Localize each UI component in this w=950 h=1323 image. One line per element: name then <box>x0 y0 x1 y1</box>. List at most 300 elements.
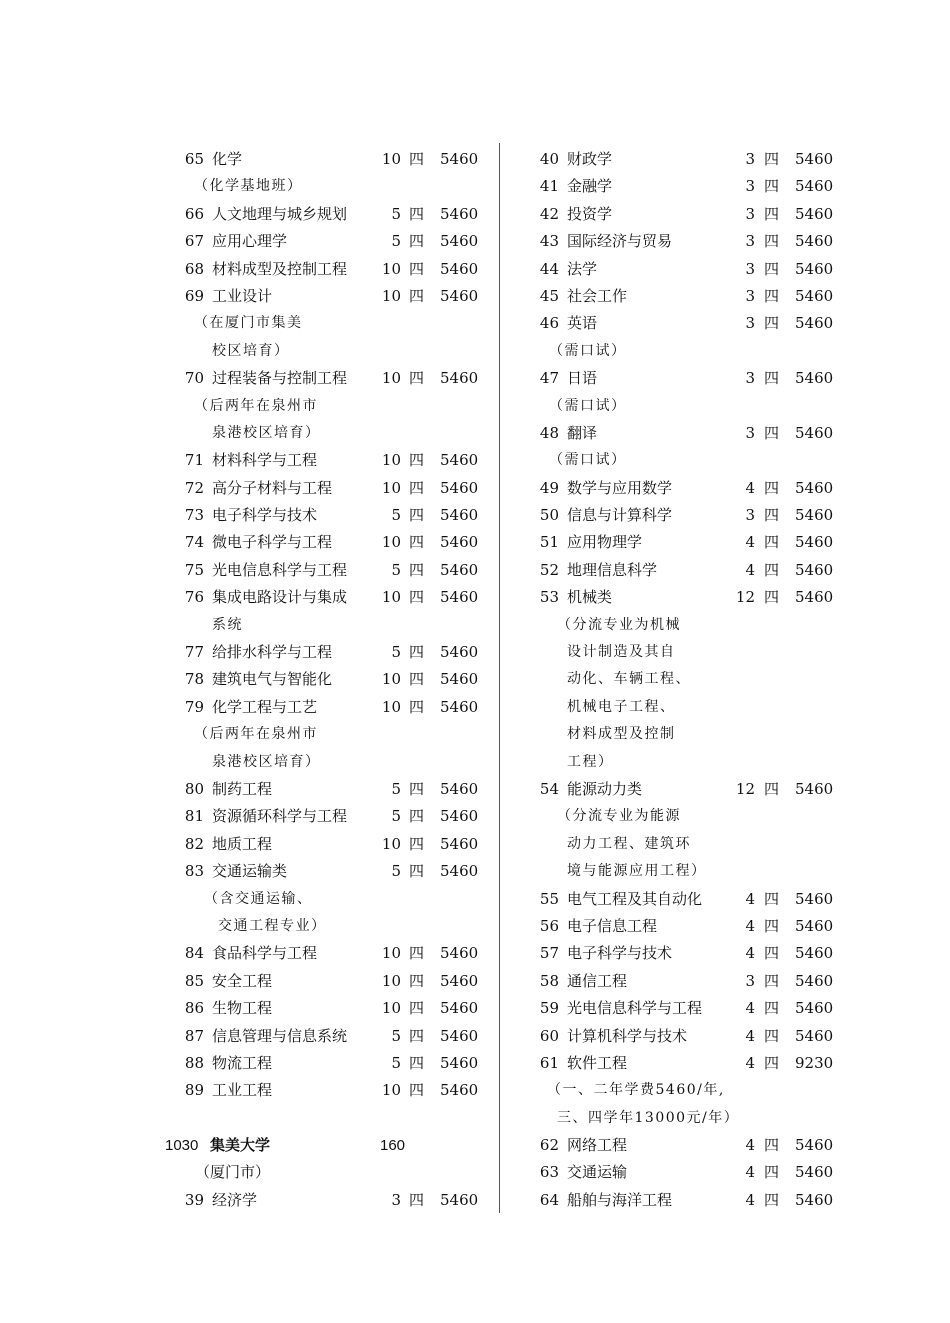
note-row <box>160 173 490 200</box>
duration-years: 四 <box>409 506 425 525</box>
major-name: 信息管理与信息系统 <box>212 1026 348 1045</box>
major-row <box>515 913 845 940</box>
duration-years: 四 <box>764 150 780 168</box>
major-code: 53 <box>539 588 559 607</box>
city-row <box>160 1159 490 1186</box>
major-row <box>515 584 845 611</box>
major-name: 日语 <box>567 369 598 388</box>
tuition-fee: 5460 <box>795 506 834 525</box>
major-name: 翻译 <box>567 423 598 442</box>
major-row <box>515 173 845 200</box>
major-name: 电气工程及其自动化 <box>567 889 703 908</box>
major-note: （分流专业为能源 <box>557 808 681 825</box>
enrollment-count: 10 <box>381 451 401 470</box>
major-name: 财政学 <box>567 150 613 168</box>
enrollment-count: 10 <box>381 478 401 497</box>
major-name: 计算机科学与技术 <box>567 1026 688 1045</box>
tuition-fee: 9230 <box>795 1053 834 1072</box>
note-row <box>515 338 845 365</box>
major-code: 73 <box>184 506 204 525</box>
major-row <box>515 228 845 255</box>
major-name: 过程装备与控制工程 <box>212 369 348 388</box>
major-note: 校区培育） <box>212 342 290 359</box>
tuition-fee: 5460 <box>795 944 834 963</box>
note-row <box>160 393 490 420</box>
duration-years: 四 <box>409 1026 425 1045</box>
major-note: （需口试） <box>549 452 627 469</box>
note-row <box>160 749 490 776</box>
duration-years: 四 <box>764 560 780 579</box>
major-row <box>515 557 845 584</box>
major-row <box>160 584 490 611</box>
major-code: 57 <box>539 944 559 963</box>
major-name: 生物工程 <box>212 999 273 1018</box>
tuition-fee: 5460 <box>795 232 834 251</box>
major-name: 国际经济与贸易 <box>567 232 673 251</box>
major-code: 88 <box>184 1053 204 1072</box>
major-name: 金融学 <box>567 177 613 196</box>
enrollment-count: 5 <box>391 1053 401 1072</box>
major-row <box>160 858 490 885</box>
tuition-fee: 5460 <box>440 259 479 278</box>
enrollment-count: 4 <box>745 560 755 579</box>
duration-years: 四 <box>409 779 425 798</box>
tuition-fee: 5460 <box>795 1163 834 1182</box>
enrollment-count: 10 <box>381 1081 401 1100</box>
tuition-fee: 5460 <box>795 314 834 333</box>
duration-years: 四 <box>409 971 425 990</box>
major-row <box>160 447 490 474</box>
major-code: 80 <box>184 779 204 798</box>
note-row <box>515 447 845 474</box>
uni-row <box>160 1132 490 1159</box>
major-code: 44 <box>539 259 559 278</box>
major-row <box>160 968 490 995</box>
duration-years: 四 <box>409 1053 425 1072</box>
duration-years: 四 <box>764 478 780 497</box>
tuition-fee: 5460 <box>440 150 479 168</box>
enrollment-count: 10 <box>381 150 401 168</box>
duration-years: 四 <box>409 204 425 223</box>
tuition-fee: 5460 <box>795 588 834 607</box>
enrollment-count: 10 <box>381 971 401 990</box>
enrollment-count: 5 <box>391 232 401 251</box>
major-note: 交通工程专业） <box>218 917 327 934</box>
major-row <box>515 1050 845 1077</box>
enrollment-count: 4 <box>745 1053 755 1072</box>
major-row <box>160 228 490 255</box>
major-row <box>160 256 490 283</box>
major-name: 安全工程 <box>212 971 273 990</box>
note-row <box>515 666 845 693</box>
major-row <box>515 968 845 995</box>
enrollment-count: 12 <box>735 779 755 798</box>
major-row <box>160 1050 490 1077</box>
major-name: 电子信息工程 <box>567 916 658 935</box>
major-name: 投资学 <box>567 204 613 223</box>
major-note: （后两年在泉州市 <box>194 397 318 414</box>
major-code: 52 <box>539 560 559 579</box>
duration-years: 四 <box>764 423 780 442</box>
tuition-fee: 5460 <box>440 834 479 853</box>
tuition-fee: 5460 <box>440 779 479 798</box>
duration-years: 四 <box>764 232 780 251</box>
enrollment-count: 4 <box>745 478 755 497</box>
duration-years: 四 <box>409 670 425 689</box>
university-name: 集美大学 <box>210 1136 271 1155</box>
tuition-fee: 5460 <box>440 1190 479 1209</box>
major-code: 86 <box>184 999 204 1018</box>
duration-years: 四 <box>409 286 425 305</box>
note-row <box>160 338 490 365</box>
major-row <box>160 502 490 529</box>
major-row <box>160 1023 490 1050</box>
major-code: 76 <box>184 588 204 607</box>
enrollment-count: 4 <box>745 999 755 1018</box>
major-name: 应用物理学 <box>567 533 643 552</box>
major-row <box>160 146 490 173</box>
major-row <box>515 146 845 173</box>
tuition-fee: 5460 <box>795 204 834 223</box>
major-name: 通信工程 <box>567 971 628 990</box>
major-row <box>515 256 845 283</box>
major-code: 55 <box>539 889 559 908</box>
major-row <box>160 831 490 858</box>
enrollment-count: 4 <box>745 944 755 963</box>
tuition-fee: 5460 <box>440 1026 479 1045</box>
enrollment-count: 4 <box>745 1026 755 1045</box>
note-row <box>515 393 845 420</box>
enrollment-count: 3 <box>745 369 755 388</box>
duration-years: 四 <box>409 944 425 963</box>
enrollment-count: 5 <box>391 862 401 881</box>
major-code: 87 <box>184 1026 204 1045</box>
major-code: 41 <box>539 177 559 196</box>
major-code: 69 <box>184 286 204 305</box>
major-row <box>515 995 845 1022</box>
enrollment-count: 10 <box>381 533 401 552</box>
enrollment-count: 5 <box>391 204 401 223</box>
major-name: 法学 <box>567 259 598 278</box>
note-row <box>515 803 845 830</box>
major-name: 光电信息科学与工程 <box>212 560 348 579</box>
major-code: 72 <box>184 478 204 497</box>
major-row <box>515 1132 845 1159</box>
note-row <box>515 639 845 666</box>
tuition-fee: 5460 <box>795 916 834 935</box>
duration-years: 四 <box>764 369 780 388</box>
enrollment-count: 4 <box>745 533 755 552</box>
enrollment-count: 10 <box>381 259 401 278</box>
tuition-fee: 5460 <box>440 588 479 607</box>
tuition-fee: 5460 <box>795 478 834 497</box>
enrollment-count: 10 <box>381 369 401 388</box>
major-name: 化学工程与工艺 <box>212 697 318 716</box>
major-code: 58 <box>539 971 559 990</box>
major-code: 40 <box>539 150 559 168</box>
enrollment-count: 4 <box>745 1190 755 1209</box>
duration-years: 四 <box>764 971 780 990</box>
major-row <box>515 201 845 228</box>
duration-years: 四 <box>764 779 780 798</box>
major-row <box>515 886 845 913</box>
tuition-fee: 5460 <box>440 971 479 990</box>
tuition-fee: 5460 <box>440 451 479 470</box>
tuition-fee: 5460 <box>440 232 479 251</box>
major-note: （在厦门市集美 <box>194 315 303 332</box>
major-name: 地理信息科学 <box>567 560 658 579</box>
note-row <box>160 913 490 940</box>
tuition-fee: 5460 <box>795 560 834 579</box>
duration-years: 四 <box>764 204 780 223</box>
major-name: 软件工程 <box>567 1053 628 1072</box>
major-row <box>160 557 490 584</box>
major-name: 化学 <box>212 150 243 168</box>
major-name: 社会工作 <box>567 286 628 305</box>
enrollment-count: 3 <box>745 971 755 990</box>
tuition-fee: 5460 <box>795 889 834 908</box>
major-code: 49 <box>539 478 559 497</box>
duration-years: 四 <box>409 697 425 716</box>
enrollment-count: 10 <box>381 286 401 305</box>
major-code: 39 <box>184 1190 204 1209</box>
tuition-fee: 5460 <box>795 259 834 278</box>
major-note: （化学基地班） <box>194 178 303 195</box>
major-note: （含交通运输、 <box>204 890 313 907</box>
major-row <box>160 201 490 228</box>
duration-years: 四 <box>764 999 780 1018</box>
major-note: （一、二年学费5460/年, <box>547 1082 725 1099</box>
major-note: （后两年在泉州市 <box>194 726 318 743</box>
major-code: 43 <box>539 232 559 251</box>
tuition-fee: 5460 <box>795 779 834 798</box>
right-column <box>515 146 845 1214</box>
tuition-fee: 5460 <box>440 807 479 826</box>
note-row <box>160 612 490 639</box>
duration-years: 四 <box>764 889 780 908</box>
major-note: 三、四学年13000元/年） <box>557 1109 740 1126</box>
note-row <box>160 310 490 337</box>
major-row <box>160 475 490 502</box>
major-row <box>160 776 490 803</box>
university-code: 1030 <box>165 1137 199 1155</box>
major-code: 45 <box>539 286 559 305</box>
major-note: （需口试） <box>549 397 627 414</box>
enrollment-count: 5 <box>391 1026 401 1045</box>
duration-years: 四 <box>409 369 425 388</box>
duration-years: 四 <box>764 286 780 305</box>
major-code: 68 <box>184 259 204 278</box>
major-row <box>160 940 490 967</box>
duration-years: 四 <box>764 1190 780 1209</box>
major-code: 70 <box>184 369 204 388</box>
duration-years: 四 <box>409 999 425 1018</box>
major-row <box>160 694 490 721</box>
university-city: （厦门市） <box>195 1163 271 1182</box>
tuition-fee: 5460 <box>440 560 479 579</box>
major-code: 67 <box>184 232 204 251</box>
enrollment-count: 5 <box>391 560 401 579</box>
major-row <box>515 365 845 392</box>
duration-years: 四 <box>409 588 425 607</box>
tuition-fee: 5460 <box>795 286 834 305</box>
major-name: 网络工程 <box>567 1136 628 1155</box>
major-row <box>160 365 490 392</box>
major-name: 集成电路设计与集成 <box>212 588 348 607</box>
enrollment-count: 10 <box>381 834 401 853</box>
major-name: 工业工程 <box>212 1081 273 1100</box>
major-note: 系统 <box>212 616 243 633</box>
enrollment-count: 3 <box>745 232 755 251</box>
duration-years: 四 <box>764 916 780 935</box>
major-code: 60 <box>539 1026 559 1045</box>
major-code: 46 <box>539 314 559 333</box>
major-code: 48 <box>539 423 559 442</box>
enrollment-count: 3 <box>745 259 755 278</box>
major-code: 84 <box>184 944 204 963</box>
major-name: 工业设计 <box>212 286 273 305</box>
major-note: 泉港校区培育） <box>212 424 321 441</box>
tuition-fee: 5460 <box>440 204 479 223</box>
duration-years: 四 <box>409 478 425 497</box>
tuition-fee: 5460 <box>440 1081 479 1100</box>
major-name: 交通运输类 <box>212 862 288 881</box>
major-code: 71 <box>184 451 204 470</box>
tuition-fee: 5460 <box>795 533 834 552</box>
enrollment-count: 4 <box>745 889 755 908</box>
major-code: 77 <box>184 643 204 662</box>
major-name: 建筑电气与智能化 <box>212 670 333 689</box>
tuition-fee: 5460 <box>440 944 479 963</box>
major-code: 42 <box>539 204 559 223</box>
major-code: 50 <box>539 506 559 525</box>
major-row <box>160 803 490 830</box>
note-row <box>515 694 845 721</box>
major-row <box>160 283 490 310</box>
note-row <box>515 831 845 858</box>
duration-years: 四 <box>409 834 425 853</box>
tuition-fee: 5460 <box>795 177 834 196</box>
note-row <box>160 886 490 913</box>
tuition-fee: 5460 <box>440 697 479 716</box>
gap-row <box>160 1105 490 1132</box>
major-name: 资源循环科学与工程 <box>212 807 348 826</box>
major-name: 制药工程 <box>212 779 273 798</box>
major-code: 81 <box>184 807 204 826</box>
duration-years: 四 <box>409 560 425 579</box>
major-row <box>160 1187 490 1214</box>
major-row <box>160 666 490 693</box>
major-name: 电子科学与技术 <box>212 506 318 525</box>
major-row <box>515 475 845 502</box>
enrollment-count: 3 <box>391 1190 401 1209</box>
note-row <box>515 721 845 748</box>
duration-years: 四 <box>764 1136 780 1155</box>
tuition-fee: 5460 <box>795 369 834 388</box>
enrollment-count: 3 <box>745 423 755 442</box>
major-note: 工程） <box>567 753 614 770</box>
major-code: 64 <box>539 1190 559 1209</box>
university-count: 160 <box>380 1137 406 1155</box>
major-row <box>515 1159 845 1186</box>
major-code: 54 <box>539 779 559 798</box>
duration-years: 四 <box>409 643 425 662</box>
major-note: 材料成型及控制 <box>567 726 676 743</box>
major-code: 61 <box>539 1053 559 1072</box>
tuition-fee: 5460 <box>795 999 834 1018</box>
enrollment-count: 3 <box>745 286 755 305</box>
duration-years: 四 <box>764 588 780 607</box>
tuition-fee: 5460 <box>795 423 834 442</box>
duration-years: 四 <box>409 862 425 881</box>
note-row <box>160 721 490 748</box>
enrollment-count: 3 <box>745 314 755 333</box>
duration-years: 四 <box>409 533 425 552</box>
note-row <box>515 858 845 885</box>
tuition-fee: 5460 <box>440 999 479 1018</box>
major-name: 高分子材料与工程 <box>212 478 333 497</box>
enrollment-count: 4 <box>745 1136 755 1155</box>
major-name: 机械类 <box>567 588 613 607</box>
major-note: 泉港校区培育） <box>212 753 321 770</box>
duration-years: 四 <box>409 259 425 278</box>
duration-years: 四 <box>409 1081 425 1100</box>
note-row <box>515 612 845 639</box>
enrollment-count: 10 <box>381 670 401 689</box>
major-code: 75 <box>184 560 204 579</box>
major-code: 85 <box>184 971 204 990</box>
major-code: 78 <box>184 670 204 689</box>
major-note: 机械电子工程、 <box>567 698 676 715</box>
major-row <box>515 1023 845 1050</box>
major-row <box>515 940 845 967</box>
enrollment-count: 3 <box>745 177 755 196</box>
major-name: 给排水科学与工程 <box>212 643 333 662</box>
major-row <box>515 529 845 556</box>
major-code: 65 <box>184 150 204 168</box>
major-name: 材料科学与工程 <box>212 451 318 470</box>
major-name: 英语 <box>567 314 598 333</box>
duration-years: 四 <box>764 944 780 963</box>
duration-years: 四 <box>409 150 425 168</box>
duration-years: 四 <box>764 1163 780 1182</box>
major-code: 59 <box>539 999 559 1018</box>
tuition-fee: 5460 <box>440 286 479 305</box>
major-code: 51 <box>539 533 559 552</box>
duration-years: 四 <box>764 533 780 552</box>
enrollment-count: 4 <box>745 1163 755 1182</box>
enrollment-count: 10 <box>381 999 401 1018</box>
duration-years: 四 <box>409 1190 425 1209</box>
tuition-fee: 5460 <box>440 670 479 689</box>
left-column <box>160 146 490 1214</box>
note-row <box>515 1077 845 1104</box>
major-name: 船舶与海洋工程 <box>567 1190 673 1209</box>
major-name: 材料成型及控制工程 <box>212 259 348 278</box>
enrollment-count: 5 <box>391 807 401 826</box>
major-row <box>515 776 845 803</box>
major-row <box>515 283 845 310</box>
major-row <box>160 995 490 1022</box>
tuition-fee: 5460 <box>795 1026 834 1045</box>
major-code: 79 <box>184 697 204 716</box>
major-name: 物流工程 <box>212 1053 273 1072</box>
major-row <box>160 529 490 556</box>
duration-years: 四 <box>764 1053 780 1072</box>
tuition-fee: 5460 <box>440 478 479 497</box>
major-code: 62 <box>539 1136 559 1155</box>
enrollment-count: 10 <box>381 588 401 607</box>
